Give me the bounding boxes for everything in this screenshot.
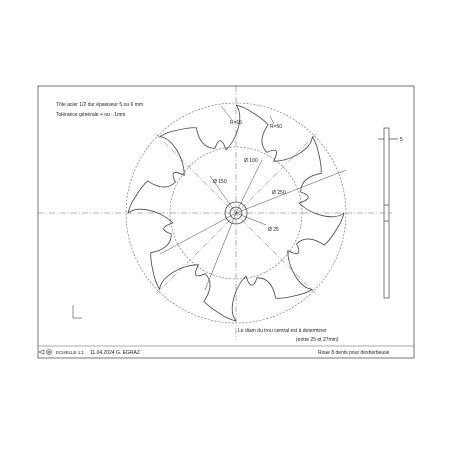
tooth-profile bbox=[160, 265, 236, 321]
axis-symbol bbox=[73, 305, 82, 318]
tooth-profile bbox=[128, 137, 184, 213]
drawing-title: Roue 8 dents pour désherbeuse bbox=[318, 350, 390, 356]
dim-thickness: 5 bbox=[400, 137, 403, 143]
dim-d150: Ø 150 bbox=[213, 179, 227, 185]
dim-d100: Ø 100 bbox=[244, 158, 258, 164]
centre-lines bbox=[38, 86, 392, 340]
dim-r50: R=50 bbox=[270, 124, 283, 130]
tolerance-note: Tolérance générale + ou - 1mm bbox=[56, 112, 126, 118]
dim-d25: Ø 25 bbox=[268, 227, 279, 233]
dim-d250: Ø 250 bbox=[272, 190, 286, 196]
hole-note-line2: (entre 25 et 27mm) bbox=[296, 337, 339, 343]
date-author: 11.04.2024 G. EGRAZ bbox=[90, 350, 140, 356]
hole-note-line1: Le diam du trou central est à determiner bbox=[238, 328, 327, 334]
material-note: Tôle acier 1/2 dur épaisseur 5 ou 6 mm bbox=[56, 102, 143, 108]
tooth-profile bbox=[236, 105, 312, 161]
projection-symbol bbox=[39, 350, 52, 355]
dim-r15: R=15 bbox=[230, 120, 243, 126]
scale-label: ECHELLE 1:1 bbox=[56, 350, 85, 355]
tooth-profile bbox=[288, 213, 344, 289]
